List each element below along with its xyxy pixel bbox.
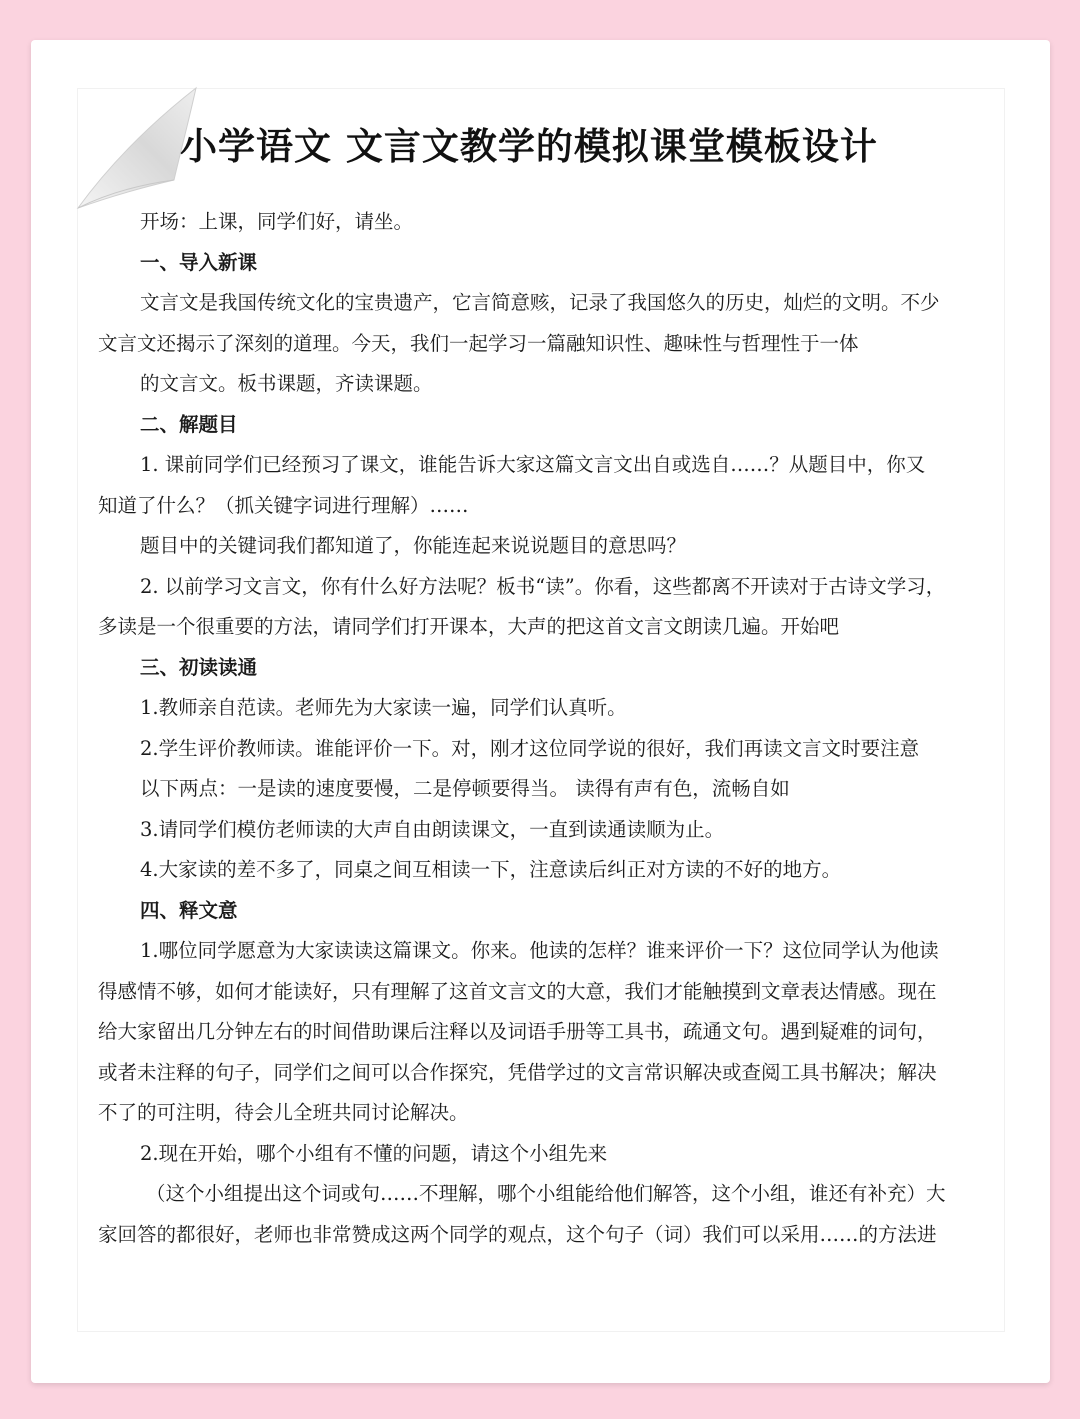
text-line: 家回答的都很好，老师也非常赞成这两个同学的观点，这个句子（词）我们可以采用……的方法进: [98, 1222, 937, 1246]
document-body: [98, 202, 982, 1255]
section-heading: 四、释文意: [140, 898, 238, 922]
text-line: 3.请同学们模仿老师读的大声自由朗读课文，一直到读通读顺为止。: [140, 817, 725, 841]
page-title: 小学语文 文言文教学的模拟课堂模板设计: [180, 124, 878, 168]
text-line: 1.哪位同学愿意为大家读读这篇课文。你来。他读的怎样？谁来评价一下？这位同学认为他读: [140, 939, 939, 962]
text-line: 多读是一个很重要的方法，请同学们打开课本，大声的把这首文言文朗读几遍。开始吧: [98, 615, 840, 638]
text-line: 的文言文。板书课题，齐读课题。: [140, 372, 433, 395]
text-line: 开场：上课，同学们好，请坐。: [140, 210, 414, 233]
text-line: 给大家留出几分钟左右的时间借助课后注释以及词语手册等工具书，疏通文句。遇到疑难的词句，: [98, 1020, 937, 1043]
text-line: 2.现在开始，哪个小组有不懂的问题，请这个小组先来: [140, 1141, 608, 1165]
text-line: （这个小组提出这个词或句……不理解，哪个小组能给他们解答，这个小组，谁还有补充）大: [146, 1182, 946, 1205]
text-line: 2. 以前学习文言文，你有什么好方法呢？板书“读”。你看，这些都离不开读对于古诗文学习，: [140, 574, 946, 598]
text-line: 题目中的关键词我们都知道了，你能连起来说说题目的意思吗？: [140, 534, 687, 557]
text-line: 或者未注释的句子，同学们之间可以合作探究，凭借学过的文言常识解决或查阅工具书解决；解决: [98, 1060, 937, 1084]
text-line: 文言文是我国传统文化的宝贵遗产，它言简意赅，记录了我国悠久的历史，灿烂的文明。不少: [140, 291, 940, 314]
section-heading: 一、导入新课: [140, 250, 258, 274]
text-line: 1. 课前同学们已经预习了课文，谁能告诉大家这篇文言文出自或选自……？从题目中，你又: [140, 453, 926, 476]
text-line: 知道了什么？（抓关键字词进行理解）……: [98, 493, 469, 517]
text-line: 4.大家读的差不多了，同桌之间互相读一下，注意读后纠正对方读的不好的地方。: [140, 858, 842, 881]
section-heading: 二、解题目: [140, 412, 238, 436]
section-heading: 三、初读读通: [140, 655, 258, 679]
text-line: 文言文还揭示了深刻的道理。今天，我们一起学习一篇融知识性、趣味性与哲理性于一体: [98, 331, 859, 355]
text-line: 1.教师亲自范读。老师先为大家读一遍，同学们认真听。: [140, 696, 627, 719]
text-line: 2.学生评价教师读。谁能评价一下。对，刚才这位同学说的很好，我们再读文言文时要注意: [140, 736, 920, 760]
text-line: 以下两点：一是读的速度要慢，二是停顿要得当。 读得有声有色，流畅自如: [140, 777, 790, 800]
text-line: 不了的可注明，待会儿全班共同讨论解决。: [98, 1101, 469, 1124]
text-line: 得感情不够，如何才能读好，只有理解了这首文言文的大意，我们才能触摸到文章表达情感。现在: [98, 979, 937, 1003]
